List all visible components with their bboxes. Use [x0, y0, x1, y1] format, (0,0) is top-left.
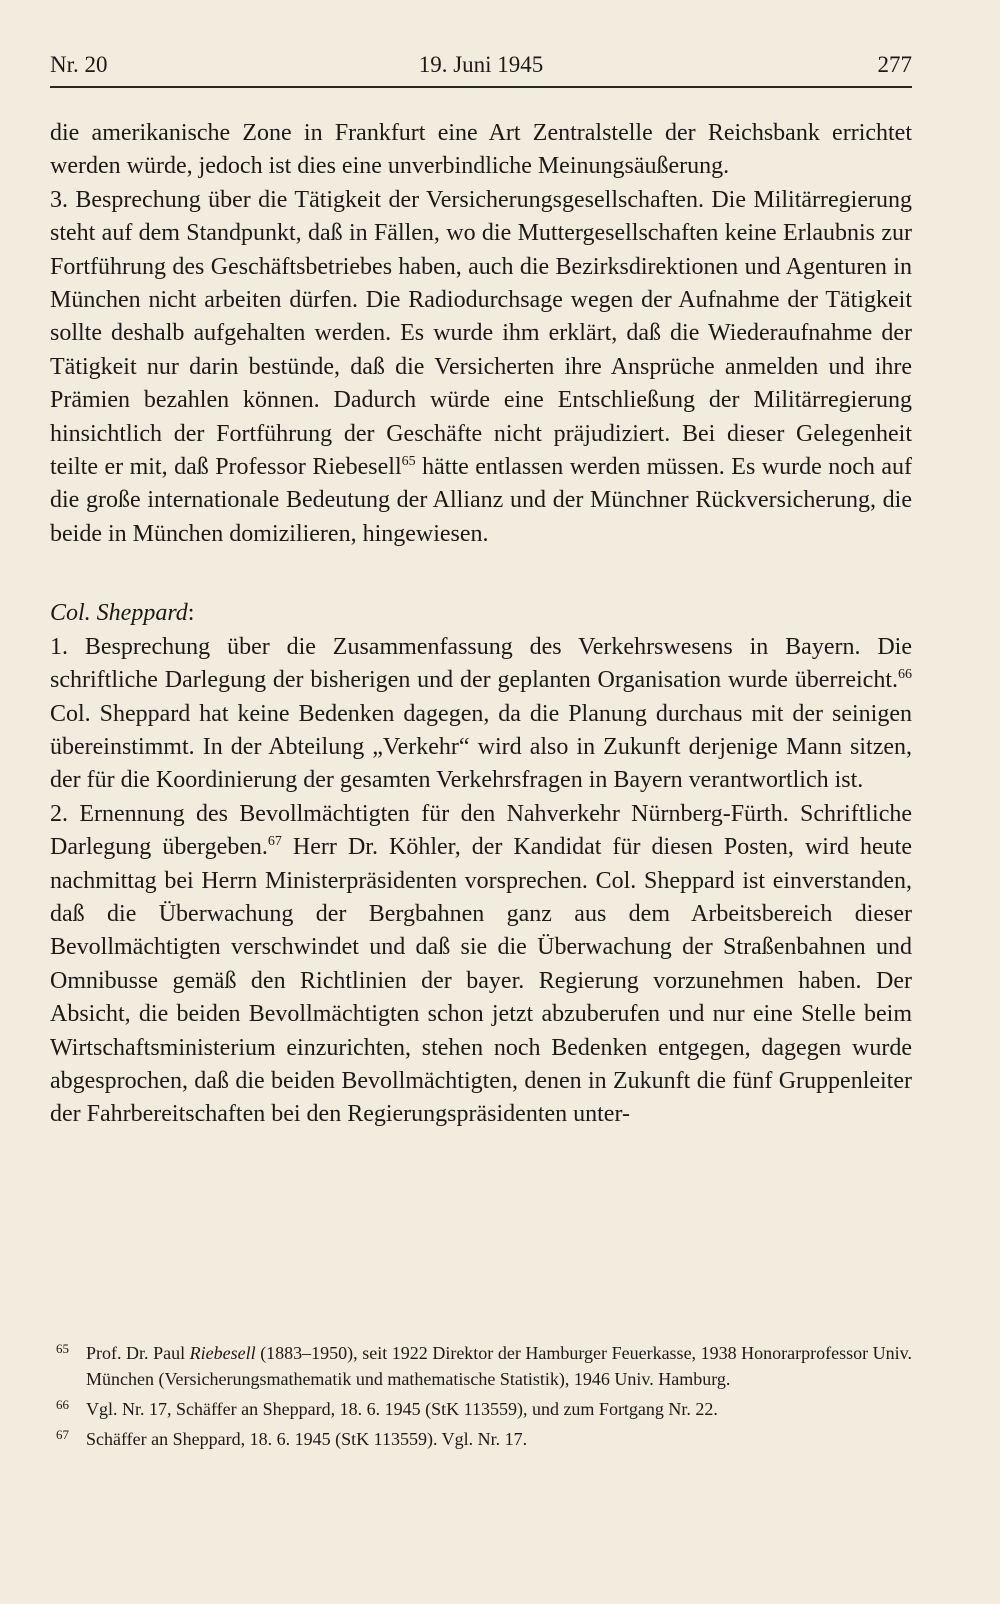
document-number: Nr. 20	[50, 52, 108, 77]
footnote-text: Prof. Dr. Paul	[86, 1343, 190, 1363]
s2-text-end: Herr Dr. Köhler, der Kandidat für diesen Posten, wird heute nachmittag bei Herrn Ministerpräsidenten vorsprechen. Col. Sheppard ist einverstanden, daß die Überwachung der Bergbahnen ganz aus dem Arbeitsbereich dieser Bevollmächtigten verschwindet und daß sie die Überwachung der Straßenbahnen und Omnibusse gemäß den Richtlinien der bayer. Regierung vorzunehmen haben. Der Absicht, die beiden Bevollmächtigten schon jetzt abzuberufen und nur eine Stelle beim Wirtschaftsministerium einzurichten, stehen noch Bedenken entgegen, dagegen wurde abgesprochen, daß die beiden Bevollmächtigten, denen in Zukunft die fünf Gruppenleiter der Fahrbereitschaften bei den Regierungspräsidenten unter-	[50, 834, 912, 1128]
paragraph-continuation: die amerikanische Zone in Frankfurt eine Art Zentralstelle der Reichsbank errichtet werden würde, jedoch ist dies eine unverbindliche Meinungsäußerung.	[50, 120, 912, 180]
running-head	[50, 52, 912, 86]
item3-text: 3. Besprechung über die Tätigkeit der Versicherungsgesellschaften. Die Militärregierung steht auf dem Standpunkt, daß in Fällen, wo die Muttergesellschaften keine Erlaubnis zur Fortführung des Geschäftsbetriebes haben, auch die Bezirksdirektionen und Agenturen in München nicht arbeiten dürfen. Die Radiodurchsage wegen der Aufnahme der Tätigkeit sollte deshalb aufgehalten werden. Es wurde ihm erklärt, daß die Wiederaufnahme der Tätigkeit nur darin bestünde, daß die Versicherten ihre Ansprüche anmelden und ihre Prämien bezahlen können. Dadurch würde eine Entschließung der Militärregierung hinsichtlich der Fortführung der Geschäfte nicht präjudiziert. Bei dieser Gelegenheit teilte er mit, daß Professor Riebesell	[50, 186, 912, 481]
speaker-heading	[50, 597, 912, 630]
footnote-ref-67: 67	[267, 834, 282, 850]
footnote-text-end: (1883–1950), seit 1922 Direktor der Hamburger Feuerkasse, 1938 Honorarprofessor Univ. München (Versicherungsmathematik und mathematische Statistik), 1946 Univ. Hamburg.	[86, 1343, 912, 1389]
speaker-name: Col. Sheppard	[50, 600, 188, 627]
s2-text: 2. Ernennung des Bevollmächtigten für den Nahverkehr Nürnberg-Fürth. Schriftliche Darlegung übergeben.	[50, 800, 912, 861]
footnote-ref-65: 65	[401, 454, 416, 470]
s1-text-end: Col. Sheppard hat keine Bedenken dagegen, da die Planung durchaus mit der seinigen übereinstimmt. In der Abteilung „Verkehr“ wird also in Zukunft derjenige Mann sitzen, der für die Koordinierung der gesamten Verkehrsfragen in Bayern verantwortlich ist.	[50, 700, 912, 794]
speaker-colon: :	[187, 600, 195, 627]
footnote-text: Schäffer an Sheppard, 18. 6. 1945 (StK 113559). Vgl. Nr. 17.	[86, 1429, 528, 1449]
footnotes	[50, 1340, 912, 1456]
s1-text: 1. Besprechung über die Zusammenfassung des Verkehrswesens in Bayern. Die schriftliche Darlegung der bisherigen und der geplanten Organisation wurde überreicht.	[50, 633, 912, 694]
footnote-number: 65	[56, 1341, 69, 1356]
footnote-66	[50, 1396, 912, 1422]
footnote-number: 66	[56, 1397, 69, 1412]
paragraph-sheppard-1	[50, 631, 912, 798]
footnote-number: 67	[56, 1427, 69, 1442]
footnote-67	[50, 1426, 912, 1452]
footnote-text: Vgl. Nr. 17, Schäffer an Sheppard, 18. 6. 1945 (StK 113559), und zum Fortgang Nr. 22.	[86, 1399, 718, 1419]
header-rule	[50, 86, 912, 88]
body-text	[50, 117, 912, 1132]
header-date: 19. Juni 1945	[418, 52, 544, 77]
footnote-ref-66: 66	[898, 667, 912, 683]
footnote-65	[50, 1340, 912, 1392]
footnote-person-name: Riebesell	[189, 1343, 256, 1363]
item3-text-end: hätte entlassen werden müssen. Es wurde noch auf die große internationale Bedeutung der Allianz und der Münchner Rückversicherung, die beide in München domizilieren, hingewiesen.	[50, 454, 912, 547]
paragraph-sheppard-2	[50, 798, 912, 1132]
paragraph-item-3	[50, 184, 912, 551]
section-gap	[50, 551, 912, 597]
page-number: 277	[877, 52, 912, 77]
